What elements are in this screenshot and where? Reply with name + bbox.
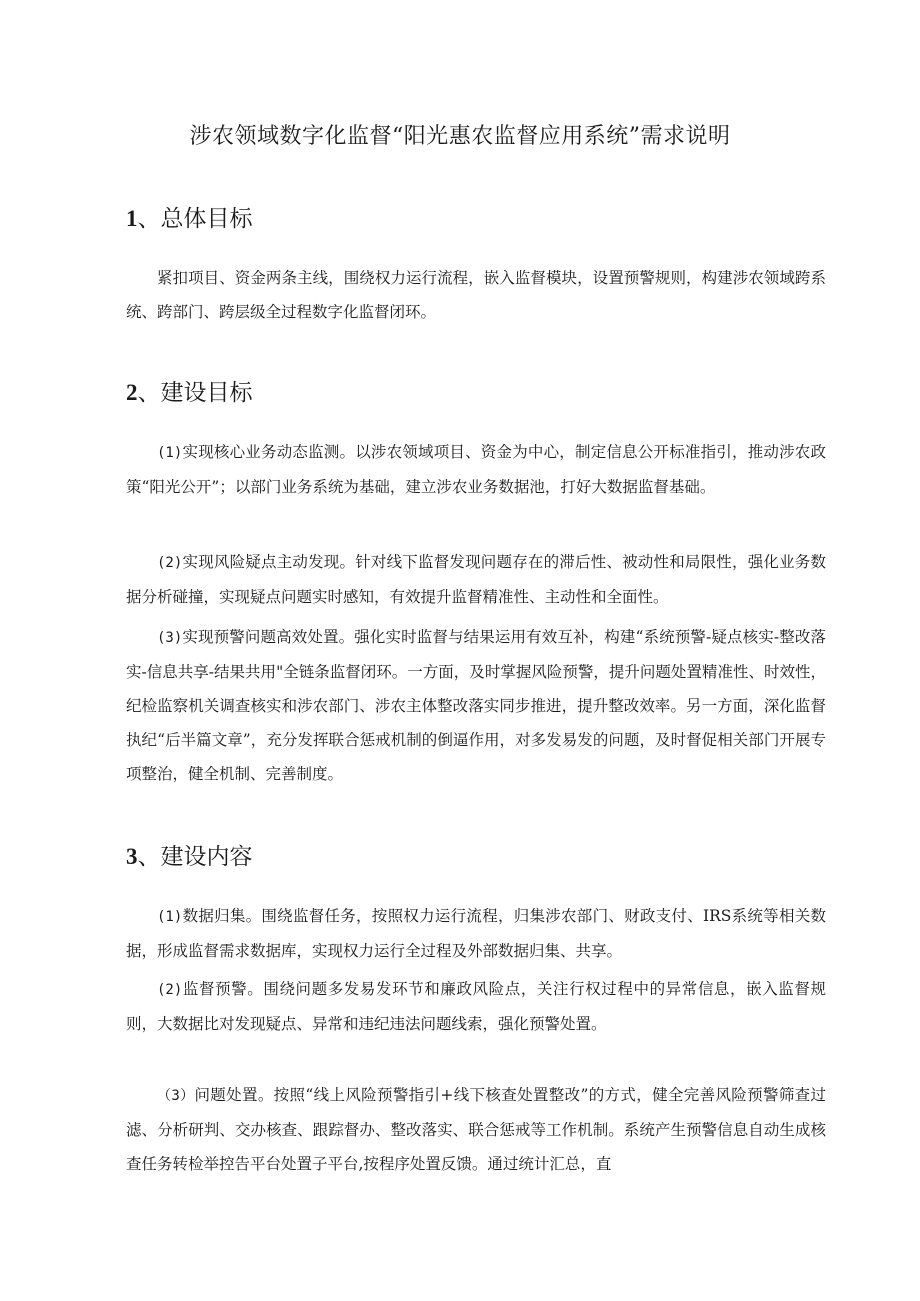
item-label: (1) <box>157 909 183 925</box>
paragraph-build-goal-2 <box>126 545 826 614</box>
section-number: 1 <box>126 206 138 231</box>
section-heading-1 <box>126 204 253 234</box>
item-label: (2) <box>157 555 183 571</box>
section-number: 2 <box>126 380 138 405</box>
item-label: (2) <box>157 982 183 998</box>
item-text: 实现预警问题高效处置。强化实时监督与结果运用有效互补，构建“系统预警-疑点核实-整改落实-信息共享-结果共用"全链条监督闭环。一方面，及时掌握风险预警，提升问题处置精准性、时效性，纪检监察机关调查核实和涉农部门、涉农主体整改落实同步推进，提升整改效率。另一方面，深化监督执纪“后半篇文章”，充分发挥联合惩戒机制的倒逼作用，对多发易发的问题，及时督促相关部门开展专项整治，健全机制、完善制度。 <box>126 628 826 783</box>
item-label: (3) <box>157 630 183 646</box>
paragraph-build-content-2 <box>126 972 826 1041</box>
section-number: 3 <box>126 844 138 869</box>
paragraph-build-content-3 <box>126 1078 826 1181</box>
item-text: 监督预警。围绕问题多发易发环节和廉政风险点，关注行权过程中的异常信息，嵌入监督规则，大数据比对发现疑点、异常和违纪违法问题线索，强化预警处置。 <box>126 980 826 1033</box>
section-heading-2 <box>126 378 253 408</box>
item-label: （3） <box>157 1088 195 1104</box>
item-label: (1) <box>157 445 183 461</box>
paragraph-build-goal-1 <box>126 435 826 504</box>
section-heading-3 <box>126 842 253 872</box>
item-text: 数据归集。围绕监督任务，按照权力运行流程，归集涉农部门、财政支付、IRS系统等相关数据，形成监督需求数据库，实现权力运行全过程及外部数据归集、共享。 <box>126 907 826 960</box>
section-heading-text: 、建设目标 <box>137 380 253 406</box>
item-text: 实现风险疑点主动发现。针对线下监督发现问题存在的滞后性、被动性和局限性，强化业务数据分析碰撞，实现疑点问题实时感知，有效提升监督精准性、主动性和全面性。 <box>126 553 826 606</box>
item-text: 实现核心业务动态监测。以涉农领域项目、资金为中心，制定信息公开标准指引，推动涉农政策“阳光公开”；以部门业务系统为基础，建立涉农业务数据池，打好大数据监督基础。 <box>126 443 826 496</box>
item-text: 问题处置。按照“线上风险预警指引+线下核查处置整改”的方式，健全完善风险预警筛查过滤、分析研判、交办核查、跟踪督办、整改落实、联合惩戒等工作机制。系统产生预警信息自动生成核查任务转检举控告平台处置子平台,按程序处置反馈。通过统计汇总，直 <box>126 1086 826 1173</box>
section-heading-text: 、建设内容 <box>137 844 253 870</box>
section-heading-text: 、总体目标 <box>137 206 253 232</box>
paragraph-build-goal-3 <box>126 620 826 791</box>
paragraph-build-content-1 <box>126 899 826 968</box>
paragraph-overall-goal: 紧扣项目、资金两条主线，围绕权力运行流程，嵌入监督模块，设置预警规则，构建涉农领域跨系统、跨部门、跨层级全过程数字化监督闭环。 <box>126 269 826 321</box>
document-title: 涉农领域数字化监督“阳光惠农监督应用系统”需求说明 <box>189 124 731 149</box>
